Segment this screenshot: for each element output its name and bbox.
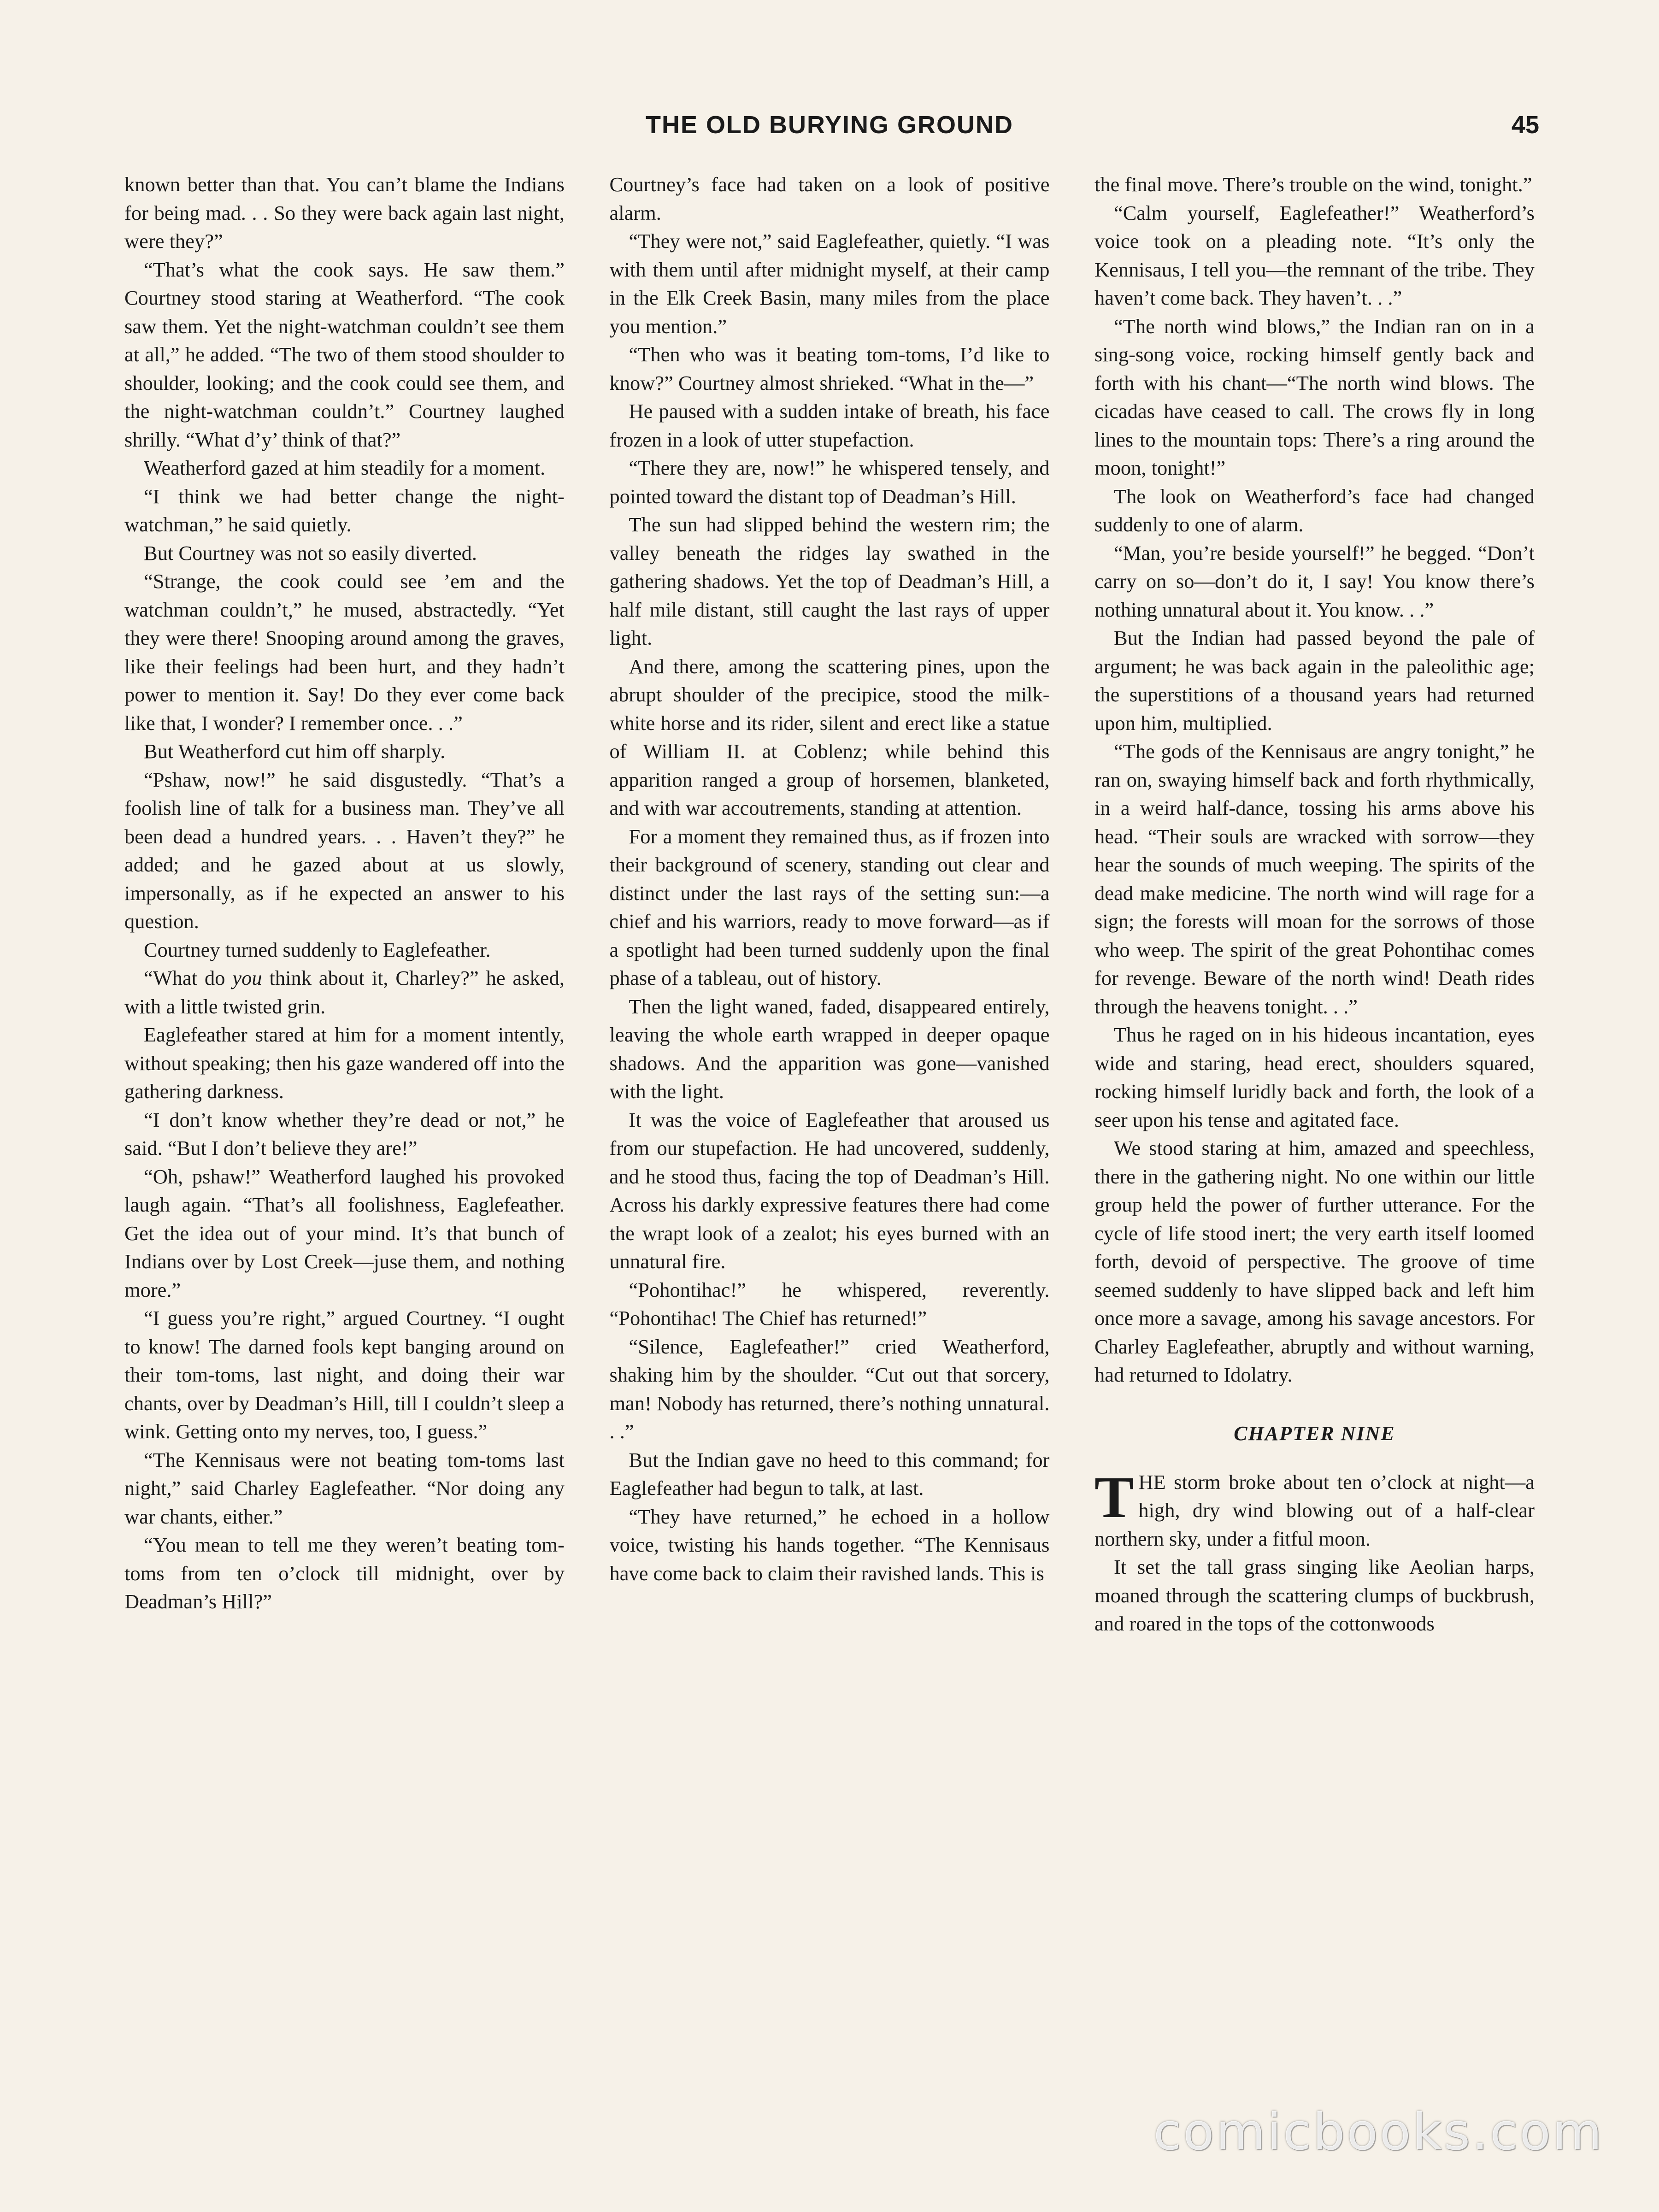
paragraph: “They have returned,” he echoed in a hollow voice, twisting his hands together. “The Kennisaus have come back to claim their ravished lands. This is: [609, 1505, 1050, 1585]
column-2: [610, 171, 1050, 2106]
paragraph: “I guess you’re right,” argued Courtney. “I ought to know! The darned fools kept banging around on their tom-toms, last night, and doing their war chants, over by Deadman’s Hill, till I couldn’t sleep a wink. Getting onto my nerves, too, I guess.”: [124, 1306, 565, 1443]
paragraph: “What do you think about it, Charley?” he asked, with a little twisted grin.: [124, 966, 565, 1018]
paragraph: “Oh, pshaw!” Weatherford laughed his provoked laugh again. “That’s all foolishness, Eaglefeather. Get the idea out of your mind. It’s that bunch of Indians over by Lost Creek—juse them, and nothing more.”: [124, 1165, 565, 1301]
paragraph: But Weatherford cut him off sharply.: [144, 740, 446, 763]
paragraph: “Man, you’re beside yourself!” he begged. “Don’t carry on so—don’t do it, I say! You know there’s nothing unnatural about it. You know. . .”: [1094, 541, 1535, 621]
page-header: [120, 111, 1539, 152]
paragraph: It set the tall grass singing like Aeolian harps, moaned through the scattering clumps of buckbrush, and roared in the tops of the cottonwoods: [1094, 1555, 1535, 1635]
paragraph: Then the light waned, faded, disappeared entirely, leaving the whole earth wrapped in deeper opaque shadows. And the apparition was gone—vanished with the light.: [609, 994, 1050, 1103]
paragraph: “Then who was it beating tom-toms, I’d like to know?” Courtney almost shrieked. “What in the—”: [609, 343, 1050, 394]
column-3: [1094, 171, 1535, 2106]
paragraph: known better than that. You can’t blame the Indians for being mad. . . So they were back again last night, were they?”: [124, 173, 565, 253]
paragraph: We stood staring at him, amazed and speechless, there in the gathering night. No one within our little group held the power of further utterance. For the cycle of life stood inert; the very earth itself loomed forth, devoid of perspective. The groove of time seemed suddenly to have slipped back and left him once more a savage, among his savage ancestors. For Charley Eaglefeather, abruptly and without warning, had returned to Idolatry.: [1094, 1136, 1535, 1386]
paragraph-text: HE storm broke about ten o’clock at night—a high, dry wind blowing out of a half-clear northern sky, under a fitful moon.: [1094, 1470, 1535, 1550]
chapter-heading: CHAPTER NINE: [1234, 1422, 1395, 1445]
paragraph: He paused with a sudden intake of breath, his face frozen in a look of utter stupefaction.: [609, 400, 1050, 451]
column-1: [124, 171, 565, 2106]
paragraph: “There they are, now!” he whispered tensely, and pointed toward the distant top of Deadman’s Hill.: [609, 456, 1050, 508]
paragraph: Courtney turned suddenly to Eaglefeather.: [144, 938, 491, 961]
watermark-logo: comicbooks.com: [1153, 2102, 1604, 2161]
paragraph: “I think we had better change the night-watchman,” he said quietly.: [124, 484, 565, 536]
paragraph: “The gods of the Kennisaus are angry tonight,” he ran on, swaying himself back and forth rhythmically, in a weird half-dance, tossing his arms above his head. “Their souls are wracked with sorrow—they hear the sounds of much weeping. The spirits of the dead make medicine. The north wind will rage for a sign; the forests will moan for the sorrows of those who weep. The spirit of the great Pohontihac comes for revenge. Beware of the north wind! Death rides through the heavens tonight. . .”: [1094, 740, 1535, 1018]
paragraph: But the Indian had passed beyond the pale of argument; he was back again in the paleolithic age; the superstitions of a thousand years had returned upon him, multiplied.: [1094, 626, 1535, 735]
paragraph: “Pohontihac!” he whispered, reverently. “Pohontihac! The Chief has returned!”: [609, 1278, 1050, 1330]
paragraph: Weatherford gazed at him steadily for a moment.: [144, 456, 546, 479]
drop-cap: T: [1094, 1464, 1134, 1530]
paragraph: Eaglefeather stared at him for a moment intently, without speaking; then his gaze wandered off into the gathering darkness.: [124, 1023, 565, 1103]
paragraph: It was the voice of Eaglefeather that aroused us from our stupefaction. He had uncovered, suddenly, and he stood thus, facing the top of Deadman’s Hill. Across his darkly expressive features there had come the wrapt look of a zealot; his eyes burned with an unnatural fire.: [609, 1108, 1050, 1273]
paragraph: “Calm yourself, Eaglefeather!” Weatherford’s voice took on a pleading note. “It’s only the Kennisaus, I tell you—the remnant of the tribe. They haven’t come back. They haven’t. . .”: [1094, 201, 1535, 309]
paragraph: And there, among the scattering pines, upon the abrupt shoulder of the precipice, stood the milk-white horse and its rider, silent and erect like a statue of William II. at Coblenz; while behind this apparition ranged a group of horsemen, blanketed, and with war accoutrements, standing at attention.: [609, 654, 1050, 819]
page-number: 45: [1511, 111, 1539, 139]
paragraph: But the Indian gave no heed to this command; for Eaglefeather had begun to talk, at last.: [609, 1448, 1050, 1500]
paragraph: For a moment they remained thus, as if frozen into their background of scenery, standing out clear and distinct under the last rays of the setting sun:—a chief and his warriors, ready to move forward—as if a spotlight had been turned suddenly upon the final phase of a tableau, out of history.: [609, 824, 1050, 989]
text-columns: [124, 171, 1535, 2106]
paragraph: “That’s what the cook says. He saw them.” Courtney stood staring at Weatherford. “The cook saw them. Yet the night-watchman couldn’t see them at all,” he added. “The two of them stood shoulder to shoulder, looking; and the cook could see them, and the night-watchman couldn’t.” Courtney laughed shrilly. “What d’y’ think of that?”: [124, 258, 565, 451]
paragraph: “The Kennisaus were not beating tom-toms last night,” said Charley Eaglefeather. “Nor doing any war chants, either.”: [124, 1448, 565, 1528]
paragraph: Courtney’s face had taken on a look of positive alarm.: [609, 173, 1050, 224]
paragraph: Thus he raged on in his hideous incantation, eyes wide and staring, head erect, shoulders squared, rocking himself luridly back and forth, the look of a seer upon his tense and agitated face.: [1094, 1023, 1535, 1131]
paragraph: “You mean to tell me they weren’t beating tom-toms from ten o’clock till midnight, over by Deadman’s Hill?”: [124, 1533, 565, 1613]
paragraph: “The north wind blows,” the Indian ran on in a sing-song voice, rocking himself gently back and forth with his chant—“The north wind blows. The cicadas have ceased to call. The crows fly in long lines to the mountain tops: There’s a ring around the moon, tonight!”: [1094, 314, 1535, 479]
paragraph: [1094, 1464, 1535, 1553]
paragraph: “Strange, the cook could see ’em and the watchman couldn’t,” he mused, abstractedly. “Yet they were there! Snooping around among the graves, like their feelings had been hurt, and they hadn’t power to mention it. Say! Do they ever come back like that, I wonder? I remember once. . .”: [124, 570, 565, 735]
paragraph: “I don’t know whether they’re dead or not,” he said. “But I don’t believe they are!”: [124, 1108, 565, 1159]
running-title: THE OLD BURYING GROUND: [646, 111, 1013, 139]
paragraph: “They were not,” said Eaglefeather, quietly. “I was with them until after midnight myself, at their camp in the Elk Creek Basin, many miles from the place you mention.”: [609, 229, 1050, 338]
paragraph: The look on Weatherford’s face had changed suddenly to one of alarm.: [1094, 484, 1535, 536]
paragraph: “Silence, Eaglefeather!” cried Weatherford, shaking him by the shoulder. “Cut out that sorcery, man! Nobody has returned, there’s nothing unnatural. . .”: [609, 1335, 1050, 1443]
paragraph: But Courtney was not so easily diverted.: [144, 541, 477, 565]
paragraph: The sun had slipped behind the western rim; the valley beneath the ridges lay swathed in the gathering shadows. Yet the top of Deadman’s Hill, a half mile distant, still caught the last rays of upper light.: [609, 513, 1050, 649]
paragraph: the final move. There’s trouble on the wind, tonight.”: [1094, 173, 1532, 196]
paragraph: “Pshaw, now!” he said disgustedly. “That’s a foolish line of talk for a business man. They’ve all been dead a hundred years. . . Haven’t they?” he added; and he gazed about at us slowly, impersonally, as if he expected an answer to his question.: [124, 768, 565, 933]
